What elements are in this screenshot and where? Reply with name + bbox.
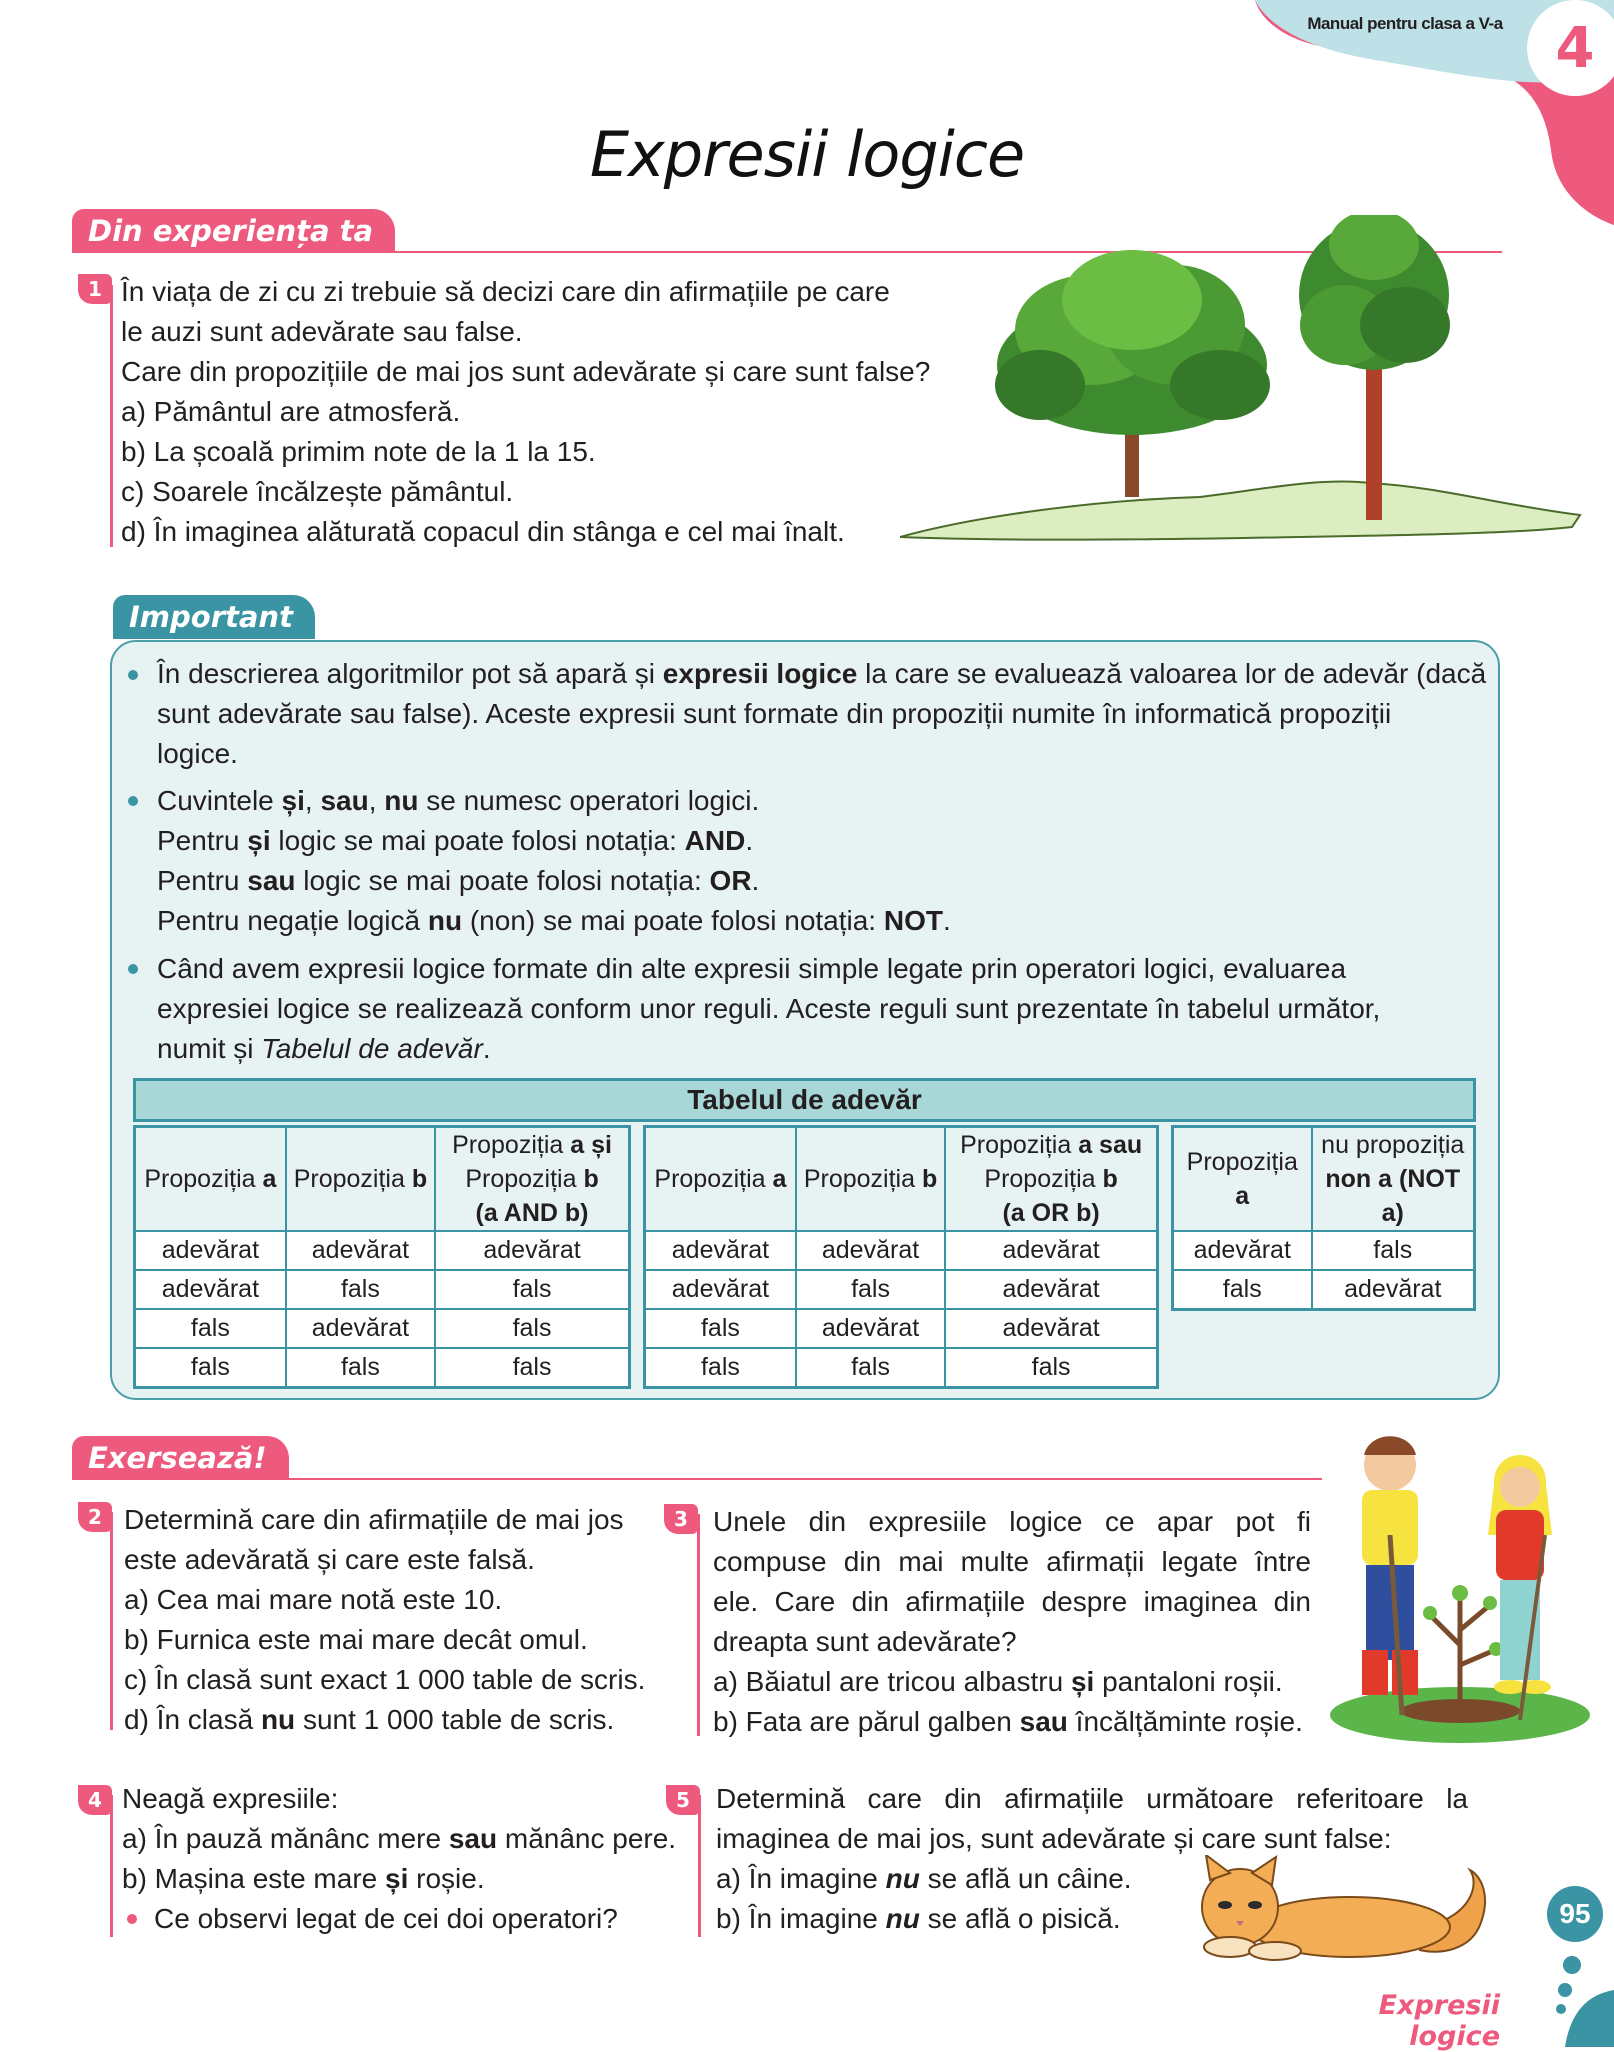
truth-table-not <box>1171 1125 1476 1311</box>
text: mănânc pere. <box>497 1823 677 1854</box>
text: pantaloni roșii. <box>1094 1666 1283 1697</box>
table-cell: adevărat <box>435 1231 629 1270</box>
bold-term: și <box>281 785 305 816</box>
header-cell <box>945 1127 1157 1232</box>
bold-term: sau <box>448 1823 498 1854</box>
exercise-1-text <box>121 272 930 552</box>
section-tab-important: Important <box>113 595 315 639</box>
table-cell: fals <box>286 1348 435 1388</box>
text: este adevărată și care este falsă. <box>124 1544 535 1575</box>
bullet-dot <box>128 796 138 806</box>
table-cell: fals <box>435 1348 629 1388</box>
exercise-bar <box>697 1514 700 1736</box>
bold-term: (a OR b) <box>1002 1199 1100 1227</box>
important-bullet-3 <box>157 949 1380 1069</box>
exercise-1-line: d) În imaginea alăturată copacul din stânga e cel mai înalt. <box>121 516 845 547</box>
exercise-3-text <box>713 1502 1311 1742</box>
table-cell: adevărat <box>1173 1231 1312 1270</box>
exercise-bar <box>110 285 113 547</box>
text: Când avem expresii logice formate din alte expresii simple legate prin operatori logici, evaluarea <box>157 953 1347 984</box>
table-cell: adevărat <box>945 1231 1157 1270</box>
table-cell: fals <box>945 1348 1157 1388</box>
header-cell <box>1173 1127 1312 1232</box>
table-cell: adevărat <box>796 1309 945 1348</box>
text: . <box>942 905 951 936</box>
header-cell <box>1312 1127 1475 1232</box>
text: ele. Care din afirmațiile despre imaginea din <box>713 1586 1311 1617</box>
section-rule <box>72 1478 1322 1480</box>
page-title: Expresii logice <box>589 118 1025 191</box>
text: Pentru negație logică <box>157 905 428 936</box>
bullet-dot <box>128 964 138 974</box>
truth-table-and <box>133 1125 631 1389</box>
text: Propoziția <box>1186 1148 1298 1176</box>
header-cell <box>645 1127 796 1232</box>
text: Propoziția <box>465 1165 584 1193</box>
header-cell <box>286 1127 435 1232</box>
table-cell: adevărat <box>945 1309 1157 1348</box>
bold-term: nu <box>384 785 419 816</box>
text: . <box>482 1033 491 1064</box>
table-cell: fals <box>645 1309 796 1348</box>
exercise-2-text <box>124 1500 645 1740</box>
cat-illustration <box>1180 1855 1530 1965</box>
bold-term: (a AND b) <box>475 1199 589 1227</box>
bold-term: și <box>1070 1666 1095 1697</box>
table-cell: fals <box>286 1270 435 1309</box>
bold-italic-term: nu <box>885 1863 920 1894</box>
bold-term: OR <box>709 865 752 896</box>
text: b) Furnica este mai mare decât omul. <box>124 1624 588 1655</box>
table-cell: adevărat <box>286 1309 435 1348</box>
table-cell: fals <box>645 1348 796 1388</box>
exercise-bar <box>698 1795 701 1937</box>
text: Pentru <box>157 865 248 896</box>
text: Propoziția <box>654 1165 773 1193</box>
bold-term: sau <box>1019 1706 1068 1737</box>
text: . <box>745 825 754 856</box>
table-cell: fals <box>435 1270 629 1309</box>
exercise-number-2: 2 <box>78 1502 112 1532</box>
bold-term: sau <box>247 865 296 896</box>
text: Determină care din afirmațiile de mai jos <box>124 1504 624 1535</box>
text: d) În clasă <box>124 1704 261 1735</box>
text: Propoziția <box>960 1131 1079 1159</box>
table-cell: adevărat <box>135 1231 286 1270</box>
text: Ce observi legat de cei doi operatori? <box>154 1903 618 1934</box>
table-cell: fals <box>135 1309 286 1348</box>
bold-term: sau <box>320 785 369 816</box>
table-cell: adevărat <box>286 1231 435 1270</box>
text: numit și <box>157 1033 262 1064</box>
bold-term: b <box>1102 1165 1118 1193</box>
text: Unele din expresiile logice ce apar pot fi <box>713 1506 1311 1537</box>
truth-table-or <box>643 1125 1159 1389</box>
text: c) În clasă sunt exact 1 000 table de scris. <box>124 1664 646 1695</box>
table-cell: fals <box>1173 1270 1312 1310</box>
text: logic se mai poate folosi notația: <box>270 825 685 856</box>
text: a) Cea mai mare notă este 10. <box>124 1584 503 1615</box>
table-cell: adevărat <box>645 1231 796 1270</box>
bold-term: b <box>921 1165 938 1193</box>
section-tab-experience: Din experiența ta <box>72 209 395 253</box>
chapter-number: 4 <box>1555 16 1595 81</box>
exercise-number-3: 3 <box>664 1504 698 1534</box>
bold-term: a <box>772 1165 787 1193</box>
table-cell: fals <box>1312 1231 1475 1270</box>
table-cell: fals <box>135 1348 286 1388</box>
text: În descrierea algoritmilor pot să apară și <box>157 658 663 689</box>
italic-term: Tabelul de adevăr <box>261 1033 483 1064</box>
text: , <box>304 785 321 816</box>
text: b) În imagine <box>716 1903 886 1934</box>
exercise-1-line: a) Pământul are atmosferă. <box>121 396 461 427</box>
bold-term: nu <box>427 905 463 936</box>
footer-decoration <box>1535 1945 1614 2047</box>
section-tab-practice: Exersează! <box>72 1436 289 1480</box>
bold-term: AND <box>684 825 746 856</box>
exercise-number-5: 5 <box>666 1785 700 1815</box>
bold-term: a <box>1235 1182 1250 1210</box>
bold-term: și <box>247 825 271 856</box>
text: sunt adevărate sau false). Aceste expresii sunt formate din propoziții numite în informatică propoziții <box>157 698 1392 729</box>
text: Determină care din afirmațiile următoare referitoare la <box>716 1783 1468 1814</box>
text: Propoziția <box>293 1165 412 1193</box>
table-cell: fals <box>435 1309 629 1348</box>
exercise-1-line: Care din propozițiile de mai jos sunt adevărate și care sunt false? <box>121 356 931 387</box>
exercise-1-line: b) La școală primim note de la 1 la 15. <box>121 436 596 467</box>
text: b) Mașina este mare <box>122 1863 385 1894</box>
table-cell: adevărat <box>1312 1270 1475 1310</box>
text: imaginea de mai jos, sunt adevărate și care sunt false: <box>716 1823 1392 1854</box>
text: expresiei logice se realizează conform unor reguli. Aceste reguli sunt prezentate în tabelul următor, <box>157 993 1381 1024</box>
exercise-number-1: 1 <box>78 274 112 304</box>
bullet-dot <box>128 670 138 680</box>
text: Neagă expresiile: <box>122 1783 339 1814</box>
text: compuse din mai multe afirmații legate între <box>713 1546 1311 1577</box>
text: se află o pisică. <box>919 1903 1121 1934</box>
text: se numesc operatori logici. <box>418 785 760 816</box>
footer-section-title: Expresii logice <box>1378 1990 1500 2052</box>
bold-term: nu <box>260 1704 296 1735</box>
bullet-dot <box>127 1914 137 1924</box>
children-planting-illustration <box>1320 1415 1590 1745</box>
text: Cuvintele <box>157 785 282 816</box>
exercise-1-line: le auzi sunt adevărate sau false. <box>121 316 523 347</box>
bold-term: b <box>411 1165 428 1193</box>
important-bullet-1 <box>157 654 1486 774</box>
exercise-1-line: c) Soarele încălzește pământul. <box>121 476 514 507</box>
text: sunt 1 000 table de scris. <box>295 1704 615 1735</box>
text: b) Fata are părul galben <box>713 1706 1020 1737</box>
bold-term: expresii logice <box>662 658 858 689</box>
header-cell <box>135 1127 286 1232</box>
bold-term: a <box>262 1165 277 1193</box>
header-cell <box>435 1127 629 1232</box>
bold-term: non a (NOT a) <box>1325 1165 1461 1227</box>
bold-term: a sau <box>1078 1131 1143 1159</box>
text: dreapta sunt adevărate? <box>713 1626 1017 1657</box>
text: la care se evaluează valoarea lor de adevăr (dacă <box>857 658 1487 689</box>
text: roșie. <box>408 1863 485 1894</box>
text: a) În imagine <box>716 1863 886 1894</box>
trees-illustration <box>900 215 1590 545</box>
manual-label: Manual pentru clasa a V-a <box>1307 14 1503 33</box>
bold-term: și <box>385 1863 409 1894</box>
text: Propoziția <box>452 1131 571 1159</box>
text: logic se mai poate folosi notația: <box>295 865 710 896</box>
text: a) În pauză mănânc mere <box>122 1823 449 1854</box>
truth-table-title: Tabelul de adevăr <box>133 1078 1476 1122</box>
page-number: 95 <box>1547 1886 1603 1942</box>
table-cell: fals <box>796 1270 945 1309</box>
text: . <box>751 865 760 896</box>
exercise-4-text <box>122 1779 676 1939</box>
exercise-bar <box>110 1795 113 1937</box>
header-cell <box>796 1127 945 1232</box>
text: se află un câine. <box>919 1863 1132 1894</box>
table-cell: adevărat <box>945 1270 1157 1309</box>
bold-term: a și <box>570 1131 612 1159</box>
text: Pentru <box>157 825 248 856</box>
text: Propoziția <box>984 1165 1103 1193</box>
important-bullet-2 <box>157 781 951 941</box>
exercise-bar <box>110 1512 113 1730</box>
text: încălțăminte roșie. <box>1067 1706 1303 1737</box>
bold-term: NOT <box>883 905 943 936</box>
table-cell: adevărat <box>135 1270 286 1309</box>
text: Propoziția <box>144 1165 263 1193</box>
bold-italic-term: nu <box>885 1903 920 1934</box>
table-cell: fals <box>796 1348 945 1388</box>
table-cell: adevărat <box>796 1231 945 1270</box>
table-cell: adevărat <box>645 1270 796 1309</box>
text: (non) se mai poate folosi notația: <box>462 905 884 936</box>
exercise-1-line: În viața de zi cu zi trebuie să decizi care din afirmațiile pe care <box>121 276 890 307</box>
text: Propoziția <box>803 1165 922 1193</box>
text: a) Băiatul are tricou albastru <box>713 1666 1071 1697</box>
text: nu propoziția <box>1321 1131 1465 1159</box>
bold-term: b <box>583 1165 599 1193</box>
text: , <box>368 785 385 816</box>
text: logice. <box>157 738 238 769</box>
exercise-number-4: 4 <box>78 1785 112 1815</box>
